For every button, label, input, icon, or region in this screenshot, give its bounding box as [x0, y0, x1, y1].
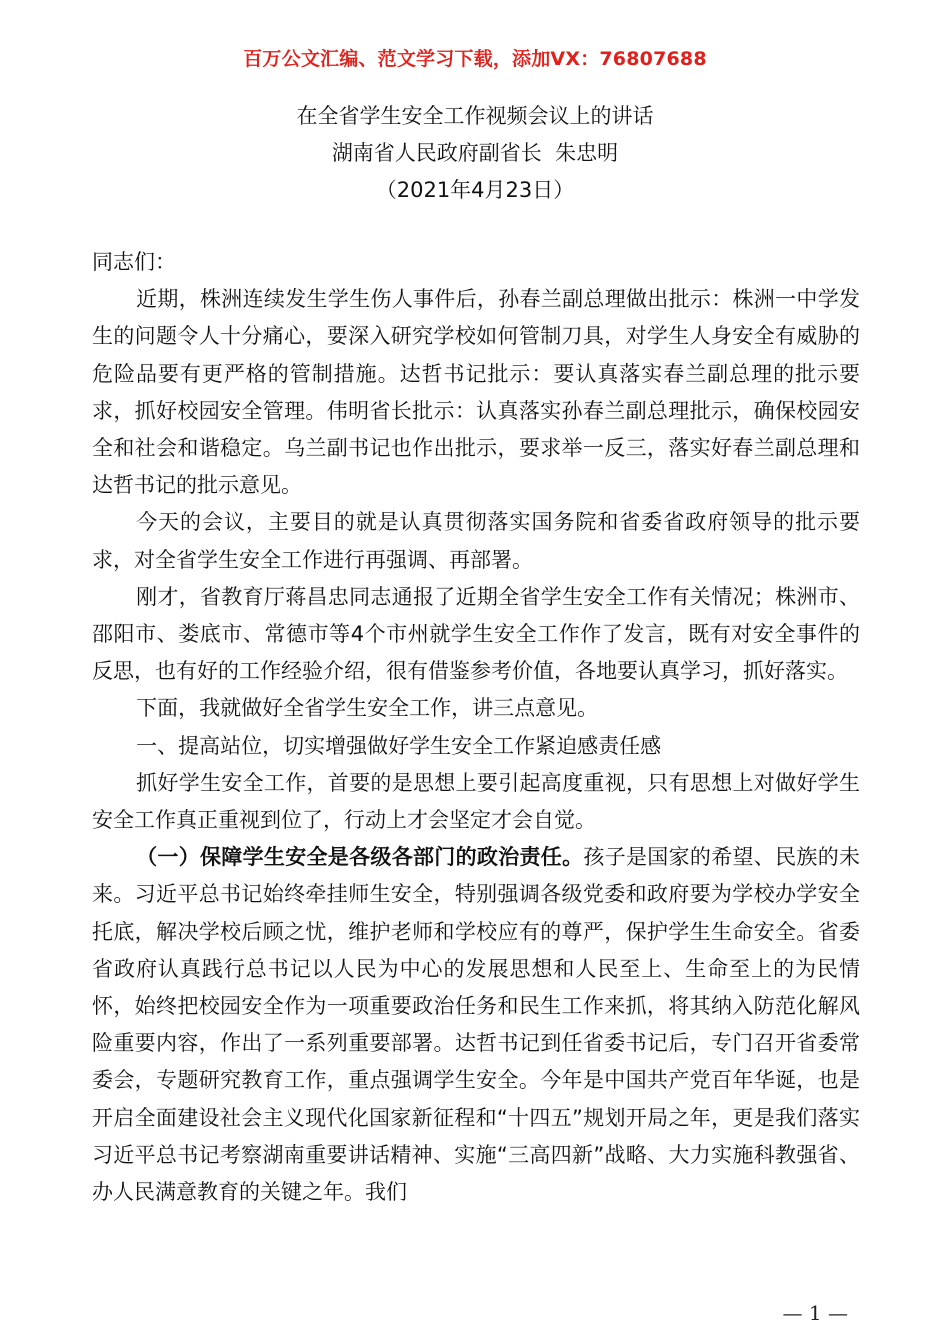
page-number: — 1 — [782, 1301, 848, 1325]
speaker-line: 湖南省人民政府副省长 朱忠明 [331, 141, 619, 165]
promo-banner: 百万公文汇编、范文学习下载，添加VX：76807688 [243, 48, 707, 70]
document-body [92, 244, 860, 1211]
paragraph: 今天的会议，主要目的就是认真贯彻落实国务院和省委省政府领导的批示要求，对全省学生安全工作进行再强调、再部署。 [92, 510, 860, 572]
salutation: 同志们： [92, 250, 176, 274]
paragraph: 近期，株洲连续发生学生伤人事件后，孙春兰副总理做出批示：株洲一中学发生的问题令人十分痛心，要深入研究学校如何管制刀具，对学生人身安全有威胁的危险品要有更严格的管制措施。达哲书记批示：要认真落实春兰副总理的批示要求，抓好校园安全管理。伟明省长批示：认真落实孙春兰副总理批示，确保校园安全和社会和谐稳定。乌兰副书记也作出批示，要求举一反三，落实好春兰副总理和达哲书记的批示意见。 [92, 287, 860, 498]
subsection-heading: （一）保障学生安全是各级各部门的政治责任。 [136, 845, 584, 870]
paragraph: 刚才，省教育厅蒋昌忠同志通报了近期全省学生安全工作有关情况；株洲市、邵阳市、娄底市、常德市等4个市州就学生安全工作作了发言，既有对安全事件的反思，也有好的工作经验介绍，很有借鉴参考价值，各地要认真学习，抓好落实。 [92, 584, 860, 684]
date-line: （2021年4月23日） [375, 178, 575, 202]
title-block [0, 98, 950, 209]
subsection-paragraph [92, 839, 860, 1211]
paragraph: 抓好学生安全工作，首要的是思想上要引起高度重视，只有思想上对做好学生安全工作真正重视到位了，行动上才会坚定才会自觉。 [92, 770, 860, 833]
subsection-text: 孩子是国家的希望、民族的未来。习近平总书记始终牵挂师生安全，特别强调各级党委和政府要为学校办学安全托底，解决学校后顾之忧，维护老师和学校应有的尊严，保护学生生命安全。省委省政府认真践行总书记以人民为中心的发展思想和人民至上、生命至上的为民情怀，始终把校园安全作为一项重要政治任务和民生工作来抓，将其纳入防范化解风险重要内容，作出了一系列重要部署。达哲书记到任省委书记后，专门召开省委常委会，专题研究教育工作，重点强调学生安全。今年是中国共产党百年华诞，也是开启全面建设社会主义现代化国家新征程和“十四五”规划开局之年，更是我们落实习近平总书记考察湖南重要讲话精神、实施“三高四新”战略、大力实施科教强省、办人民满意教育的关键之年。我们 [92, 845, 861, 1205]
section-heading: 一、提高站位，切实增强做好学生安全工作紧迫感责任感 [136, 733, 662, 758]
document-title: 在全省学生安全工作视频会议上的讲话 [296, 104, 654, 128]
paragraph: 下面，我就做好全省学生安全工作，讲三点意见。 [136, 696, 599, 721]
